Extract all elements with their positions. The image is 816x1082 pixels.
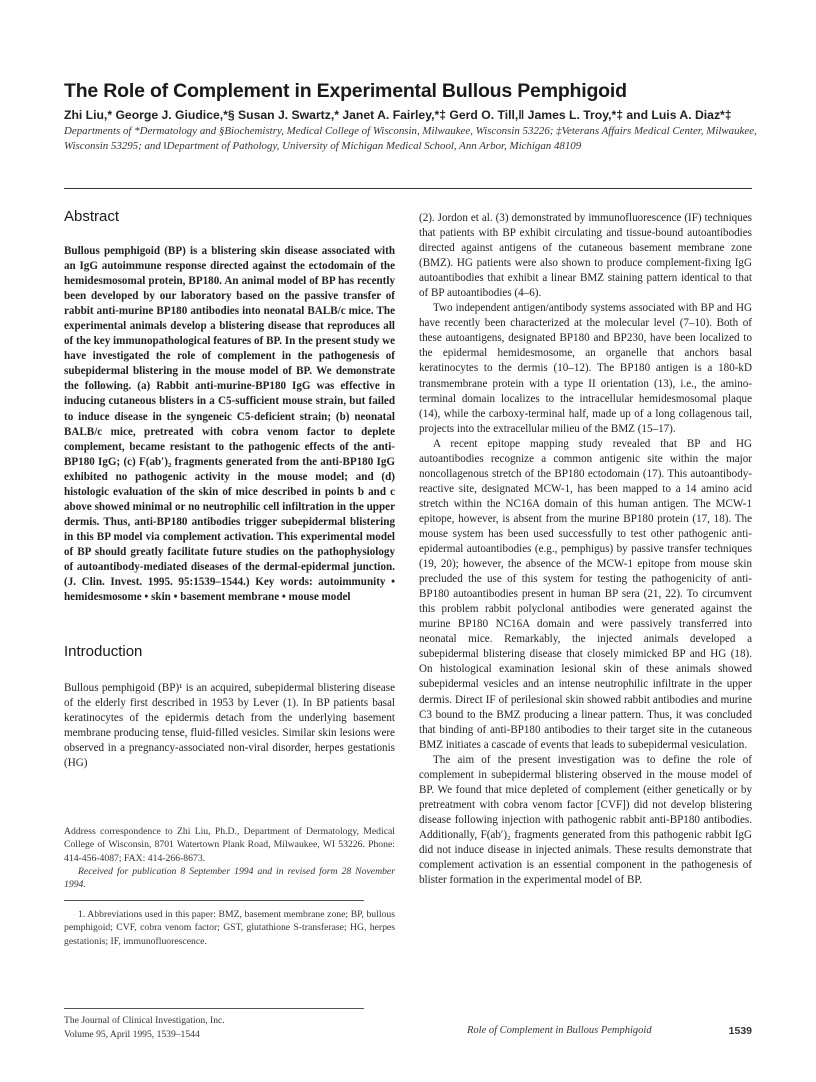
journal-name: The Journal of Clinical Investigation, Inc. bbox=[64, 1015, 225, 1026]
paragraph: (2). Jordon et al. (3) demonstrated by immunofluorescence (IF) techniques that patients with BP exhibit circulating and tissue-bound autoantibodies directed against antigens of the cutaneous basement membrane zone (BMZ). HG patients were also shown to produce complement-fixing IgG autoantibodies that exhibit a linear BMZ staining pattern identical to that of BP autoantibodies (4–6). bbox=[419, 212, 752, 300]
running-title: Role of Complement in Bullous Pemphigoid bbox=[467, 1025, 652, 1036]
introduction-heading: Introduction bbox=[64, 643, 143, 660]
received-dates: Received for publication 8 September 1994 and in revised form 28 November 1994. bbox=[64, 865, 395, 891]
affiliations: Departments of *Dermatology and §Biochemistry, Medical College of Wisconsin, Milwaukee, Wisconsin 53226; ‡Veterans Affairs Medical Center, Milwaukee, Wisconsin 53295; and ‖Department of Pathology, University of Michigan Medical School, Ann Arbor, Michigan 48109 bbox=[64, 125, 757, 152]
journal-volume: Volume 95, April 1995, 1539–1544 bbox=[64, 1029, 200, 1040]
paragraph: A recent epitope mapping study revealed that BP and HG autoantibodies recognize a common antigenic site within the major noncollagenous stretch of the BP180 ectodomain (17). This autoantibody-reactive site, designated MCW-1, has been mapped to a 14 amino acid stretch within the NC16A domain of this human antigen. The MCW-1 epitope, however, is absent from the murine BP180 protein (17, 18). The mouse system has been used successfully to test other pathogenic anti-epidermal autoantibodies (e.g., pemphigus) by passive transfer techniques (19, 20); however, the absence of the MCW-1 epitope from mouse skin precluded the use of this system for testing the pathogenicity of anti-BP180 autoantibodies present in human BP sera (21, 22). To circumvent this problem rabbit polyclonal antibodies were generated against the murine BP180 NC16A domain and were passively transferred into neonatal mice. Remarkably, the injected animals developed a subepidermal blistering disease that closely mimicked BP and HG (18). On histological examination lesional skin of these animals showed subepidermal vesicles and an intense neutrophilic infiltrate in the upper dermis. Direct IF of perilesional skin showed rabbit antibodies and murine C3 bound to the BMZ producing a linear pattern. Thus, it was concluded that binding of anti-BP180 antibodies to their target site in the cutaneous BMZ initiates a cascade of events that leads to subepidermal vesiculation. bbox=[419, 437, 752, 751]
paragraph: Two independent antigen/antibody systems associated with BP and HG have recently been characterized at the molecular level (7–10). Both of these autoantigens, designated BP180 and BP230, have been localized to the epidermal hemidesmosome, an organelle that anchors basal keratinocytes to the dermis (10–12). The BP180 antigen is a 180-kD transmembrane protein with a type II orientation (13), i.e., the amino-terminal domain localizes to the intracellular hemidesmosomal plaque (14), while the carboxy-terminal half, made up of a long collagenous tail, projects into the extracellular milieu of the BMZ (15–17). bbox=[419, 302, 752, 435]
footer-divider bbox=[64, 1008, 364, 1009]
paragraph: The aim of the present investigation was to define the role of complement in subepidermal blistering observed in the mouse model of BP. We found that mice depleted of complement (either genetically or by pretreatment with cobra venom factor [CVF]) did not develop blistering disease following injection with pathogenic rabbit anti-BP180 antibodies. Additionally, F(ab′)₂ fragments generated from this pathogenic rabbit IgG did not induce disease in injected animals. These results demonstrate that complement activation is an essential component in the pathogenesis of blister formation in the experimental model of BP. bbox=[419, 753, 752, 887]
footnote-divider bbox=[64, 900, 364, 901]
author-list: Zhi Liu,* George J. Giudice,*§ Susan J. Swartz,* Janet A. Fairley,*‡ Gerd O. Till,‖ James L. Troy,*‡ and Luis A. Diaz*‡ bbox=[64, 108, 732, 122]
abbreviations-footnote: 1. Abbreviations used in this paper: BMZ, basement membrane zone; BP, bullous pemphigoid; CVF, cobra venom factor; GST, glutathione S-transferase; HG, herpes gestationis; IF, immunofluorescence. bbox=[64, 909, 395, 947]
article-title: The Role of Complement in Experimental Bullous Pemphigoid bbox=[64, 80, 627, 102]
header-divider bbox=[64, 188, 752, 189]
correspondence-note bbox=[64, 825, 395, 891]
footnote bbox=[64, 908, 395, 948]
correspondence-address: Address correspondence to Zhi Liu, Ph.D., Department of Dermatology, Medical College of Wisconsin, 8701 Watertown Plank Road, Milwaukee, WI 53226. Phone: 414-456-4087; FAX: 414-266-8673. bbox=[64, 826, 395, 864]
abstract-body bbox=[64, 244, 395, 605]
right-column bbox=[419, 211, 752, 888]
journal-info bbox=[64, 1014, 225, 1042]
abstract-heading: Abstract bbox=[64, 208, 120, 225]
introduction-body bbox=[64, 681, 395, 771]
abstract-text: Bullous pemphigoid (BP) is a blistering skin disease associated with an IgG autoimmune response directed against the ectodomain of the hemidesmosomal protein, BP180. An animal model of BP has recently been developed by our laboratory based on the passive transfer of rabbit anti-murine BP180 antibodies into neonatal BALB/c mice. The experimental animals develop a blistering disease that reproduces all of the key immunopathological features of BP. In the present study we have investigated the role of complement in the pathogenesis of subepidermal blistering in the mouse model of BP. We demonstrate the following. (a) Rabbit anti-murine-BP180 IgG was effective in inducing cutaneous blisters in a C5-sufficient mouse strain, but failed to induce disease in the syngeneic C5-deficient strain; (b) neonatal BALB/c mice, pretreated with cobra venom factor to deplete complement, became resistant to the pathogenic effects of the anti-BP180 IgG; (c) F(ab′)₂ fragments generated from the anti-BP180 IgG exhibited no pathogenic activity in the mouse model; and (d) histologic evaluation of the skin of mice described in points b and c above showed minimal or no neutrophilic cell infiltration in the upper dermis. Thus, anti-BP180 antibodies trigger subepidermal blistering in this BP model via complement activation. This experimental model of BP should greatly facilitate future studies on the pathophysiology of autoantibody-mediated diseases of the dermal-epidermal junction. (J. Clin. Invest. 1995. 95:1539–1544.) Key words: autoimmunity • hemidesmosome • skin • basement membrane • mouse model bbox=[64, 245, 395, 604]
introduction-text: Bullous pemphigoid (BP)¹ is an acquired, subepidermal blistering disease of the elderly first described in 1953 by Lever (1). In BP patients basal keratinocytes of the epidermis detach from the underlying basement membrane producing tense, fluid-filled vesicles. Similar skin lesions were observed in a pregnancy-associated non-viral disorder, herpes gestationis (HG) bbox=[64, 682, 395, 770]
running-footer bbox=[467, 1025, 752, 1036]
page-number: 1539 bbox=[728, 1025, 752, 1037]
